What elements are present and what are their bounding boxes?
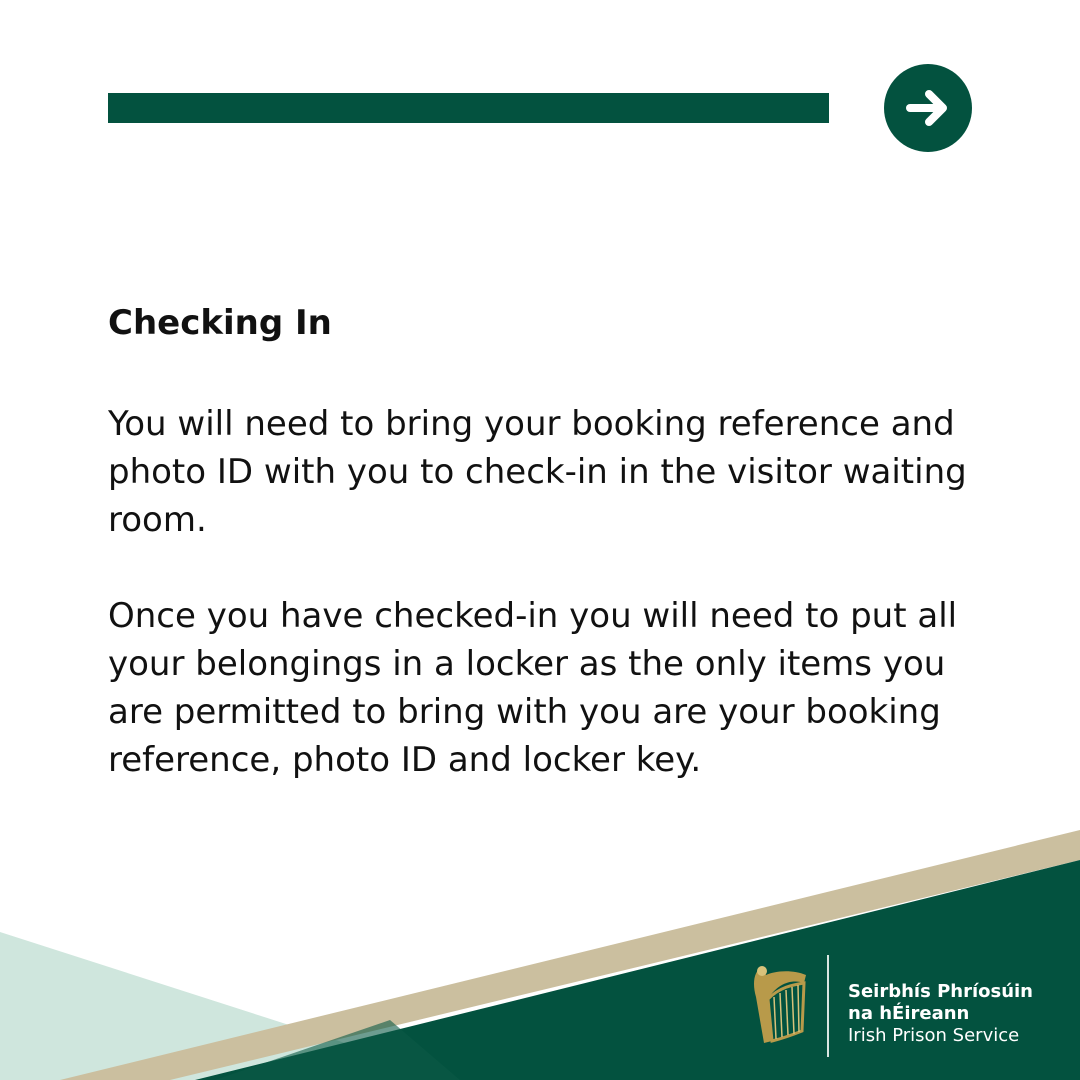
harp-icon xyxy=(748,961,810,1049)
body-paragraph-checkin: You will need to bring your booking reference and photo ID with you to check-in in the visitor waiting room. xyxy=(108,404,967,540)
logo-line-irish-1: Seirbhís Phríosúin xyxy=(848,981,1034,1002)
logo-line-english: Irish Prison Service xyxy=(848,1025,1020,1046)
irish-prison-service-logo xyxy=(748,955,1048,1060)
logo-line-irish-2: na hÉireann xyxy=(848,1003,970,1024)
body-paragraph-belongings: Once you have checked-in you will need to put all your belongings in a locker as the only items you are permitted to bring with you are your booking reference, photo ID and locker key. xyxy=(108,596,958,780)
page-title: Checking In xyxy=(108,303,332,343)
logo-divider xyxy=(827,955,829,1057)
logo-text xyxy=(848,981,1033,1047)
